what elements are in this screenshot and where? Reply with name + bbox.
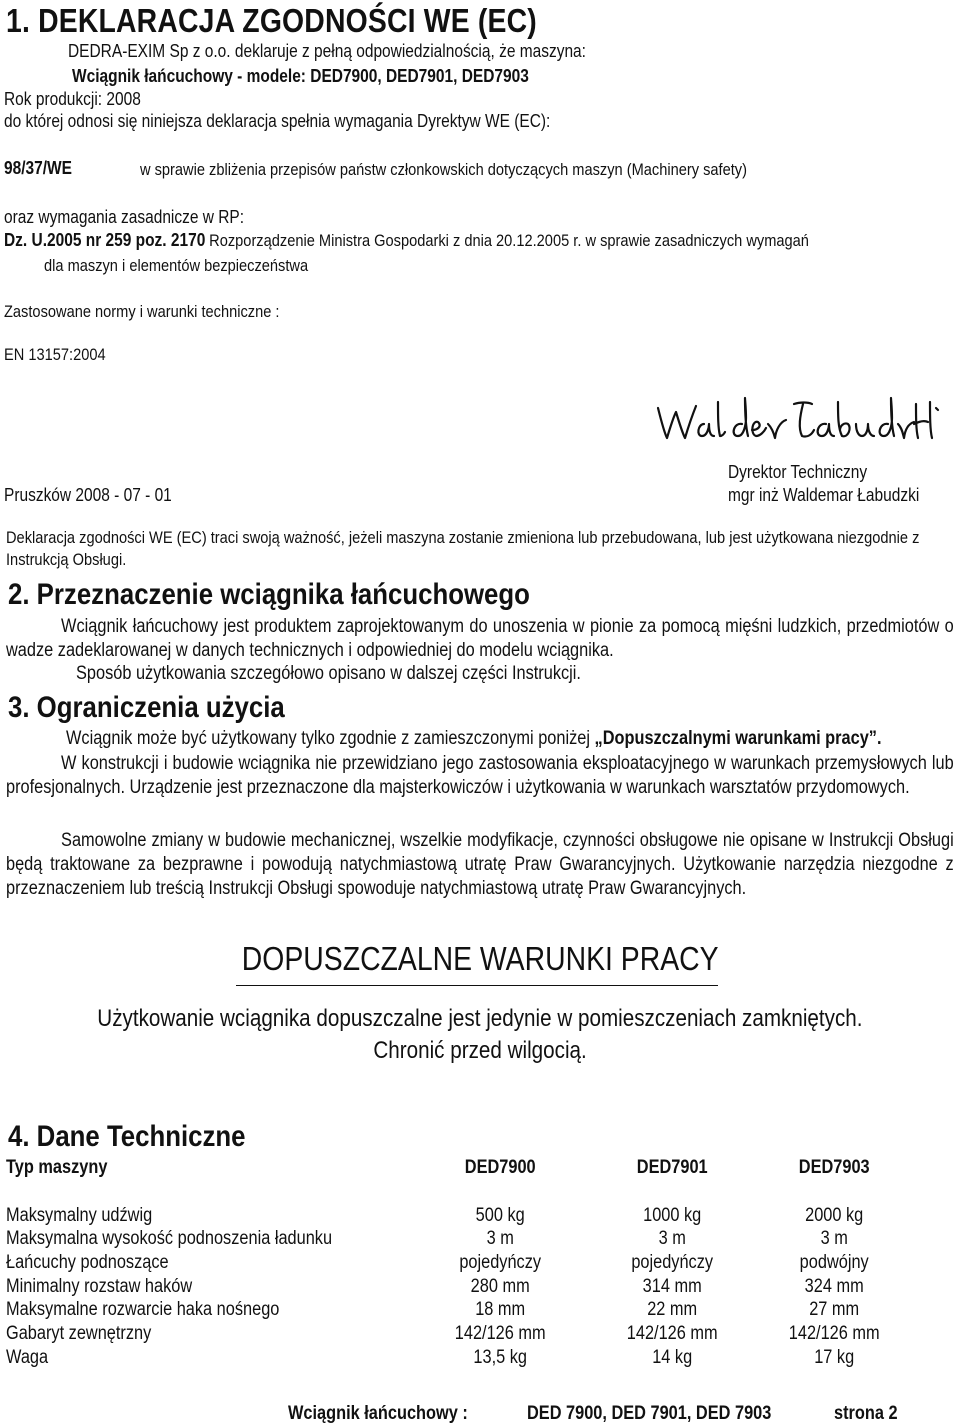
footer-models: DED 7900, DED 7901, DED 7903 (527, 1403, 772, 1424)
directive-code: 98/37/WE (4, 158, 72, 178)
declaration-title: 1. DEKLARACJA ZGODNOŚCI WE (EC) (6, 2, 537, 39)
rp-ref-text: Rozporządzenie Ministra Gospodarki z dnia 20.12.2005 r. w sprawie zasadniczych wymagań (209, 231, 809, 250)
norm-value: EN 13157:2004 (4, 345, 106, 364)
section4-title: 4. Dane Techniczne (8, 1120, 246, 1153)
rp-intro: oraz wymagania zasadnicze w RP: (4, 207, 245, 227)
footer-label: Wciągnik łańcuchowy : (288, 1403, 468, 1424)
section3-p1 (66, 728, 882, 750)
spec-value: 324 mm (804, 1276, 864, 1297)
conditions-title: DOPUSZCZALNE WARUNKI PRACY (241, 940, 719, 977)
section3-p1-text: Wciągnik może być użytkowany tylko zgodnie z zamieszczonymi poniżej (66, 728, 591, 749)
signer-name: mgr inż Waldemar Łabudzki (728, 485, 920, 505)
spec-header-model1: DED7900 (464, 1157, 536, 1178)
spec-value: 3 m (658, 1228, 686, 1249)
conditions-box (0, 940, 960, 1064)
conditions-underline (236, 985, 718, 986)
section2-p1: Wciągnik łańcuchowy jest produktem zaprojektowanym do unoszenia w pionie za pomocą mięśni ludzkich, przedmiotów o wadze zadeklarowanej w danych technicznych i odpowiedniej do modelu wciągnika. (6, 616, 954, 661)
spec-header-model3: DED7903 (798, 1157, 870, 1178)
section2-p2: Sposób użytkowania szczegółowo opisano w dalszej części Instrukcji. (76, 663, 581, 684)
spec-value: 142/126 mm (626, 1323, 718, 1344)
spec-value: 500 kg (475, 1205, 525, 1226)
spec-value: 142/126 mm (454, 1323, 546, 1344)
directives-intro: do której odnosi się niniejsza deklaracja spełnia wymagania Dyrektyw WE (EC): (4, 111, 551, 131)
spec-header-row (0, 1157, 960, 1181)
rp-ref-bold: Dz. U.2005 nr 259 poz. 2170 (4, 230, 206, 250)
spec-value: 2000 kg (805, 1205, 864, 1226)
spec-value: 27 mm (809, 1299, 860, 1320)
table-row (0, 1252, 960, 1276)
section3-p3: Samowolne zmiany w budowie mechanicznej, wszelkie modyfikacje, czynności obsługowe nie opisane w Instrukcji Obsługi będą traktowane za bezprawne i powodują natychmiastową utratę Praw Gwarancyjnych. Użytkowanie narzędzia niezgodne z przeznaczeniem lub treścią Instrukcji Obsługi spowoduje natychmiastową utratę Praw Gwarancyjnych. (6, 830, 954, 899)
spec-value: 14 kg (652, 1347, 693, 1368)
section2-title: 2. Przeznaczenie wciągnika łańcuchowego (8, 578, 530, 611)
section3-paragraph-3 (6, 829, 954, 901)
validity-note: Deklaracja zgodności WE (EC) traci swoją ważność, jeżeli maszyna zostanie zmieniona lub przebudowana, lub jest użytkowana niezgodnie z Instrukcją Obsługi. (6, 528, 920, 569)
conditions-line1: Użytkowanie wciągnika dopuszczalne jest jedynie w pomieszczeniach zamkniętych. (97, 1005, 863, 1032)
signer-title: Dyrektor Techniczny (728, 462, 868, 482)
spec-value: 142/126 mm (788, 1323, 880, 1344)
spec-label: Minimalny rozstaw haków (6, 1276, 193, 1297)
section3-paragraph-2 (6, 752, 954, 800)
production-year: Rok produkcji: 2008 (4, 89, 141, 109)
company-line: DEDRA-EXIM Sp z o.o. deklaruje z pełną odpowiedzialnością, że maszyna: (68, 41, 586, 61)
table-row (0, 1276, 960, 1300)
section2-paragraph (6, 615, 954, 663)
spec-value: 280 mm (470, 1276, 530, 1297)
spec-label: Maksymalne rozwarcie haka nośnego (6, 1299, 280, 1320)
directive-desc: w sprawie zbliżenia przepisów państw członkowskich dotyczących maszyn (Machinery safety) (140, 160, 747, 179)
section3-p1-bold: „Dopuszczalnymi warunkami pracy”. (594, 728, 882, 749)
table-row (0, 1347, 960, 1371)
section3-title: 3. Ograniczenia użycia (8, 691, 285, 724)
spec-value: 13,5 kg (473, 1347, 527, 1368)
footer-page-number: strona 2 (834, 1403, 898, 1424)
spec-value: pojedyńczy (459, 1252, 542, 1273)
spec-value: 17 kg (814, 1347, 855, 1368)
table-row (0, 1205, 960, 1229)
rp-ref-cont: dla maszyn i elementów bezpieczeństwa (44, 256, 309, 275)
spec-value: pojedyńczy (631, 1252, 714, 1273)
table-row (0, 1299, 960, 1323)
spec-header-label: Typ maszyny (6, 1157, 108, 1178)
product-line: Wciągnik łańcuchowy - modele: DED7900, DED7901, DED7903 (72, 66, 529, 86)
spec-label: Maksymalny udźwig (6, 1205, 153, 1226)
table-row (0, 1323, 960, 1347)
spec-label: Waga (6, 1347, 49, 1368)
spec-label: Maksymalna wysokość podnoszenia ładunku (6, 1228, 333, 1249)
spec-value: 314 mm (642, 1276, 702, 1297)
rp-reference (4, 230, 809, 251)
spec-label: Gabaryt zewnętrzny (6, 1323, 152, 1344)
spec-value: 1000 kg (643, 1205, 702, 1226)
spec-value: podwójny (799, 1252, 869, 1273)
norms-label: Zastosowane normy i warunki techniczne : (4, 302, 280, 321)
spec-value: 3 m (486, 1228, 514, 1249)
spec-value: 3 m (820, 1228, 848, 1249)
spec-header-model2: DED7901 (636, 1157, 708, 1178)
place-date: Pruszków 2008 - 07 - 01 (4, 485, 172, 505)
spec-value: 18 mm (475, 1299, 526, 1320)
spec-label: Łańcuchy podnoszące (6, 1252, 169, 1273)
spec-value: 22 mm (647, 1299, 698, 1320)
conditions-line2: Chronić przed wilgocią. (373, 1037, 587, 1064)
table-row (0, 1228, 960, 1252)
section3-p2: W konstrukcji i budowie wciągnika nie przewidziano jego zastosowania eksploatacyjnego w warunkach przemysłowych lub profesjonalnych. Urządzenie jest przeznaczone dla majsterkowiczów i użytkowania w warunkach warsztatów przydomowych. (6, 753, 954, 798)
handwritten-signature (652, 394, 942, 446)
